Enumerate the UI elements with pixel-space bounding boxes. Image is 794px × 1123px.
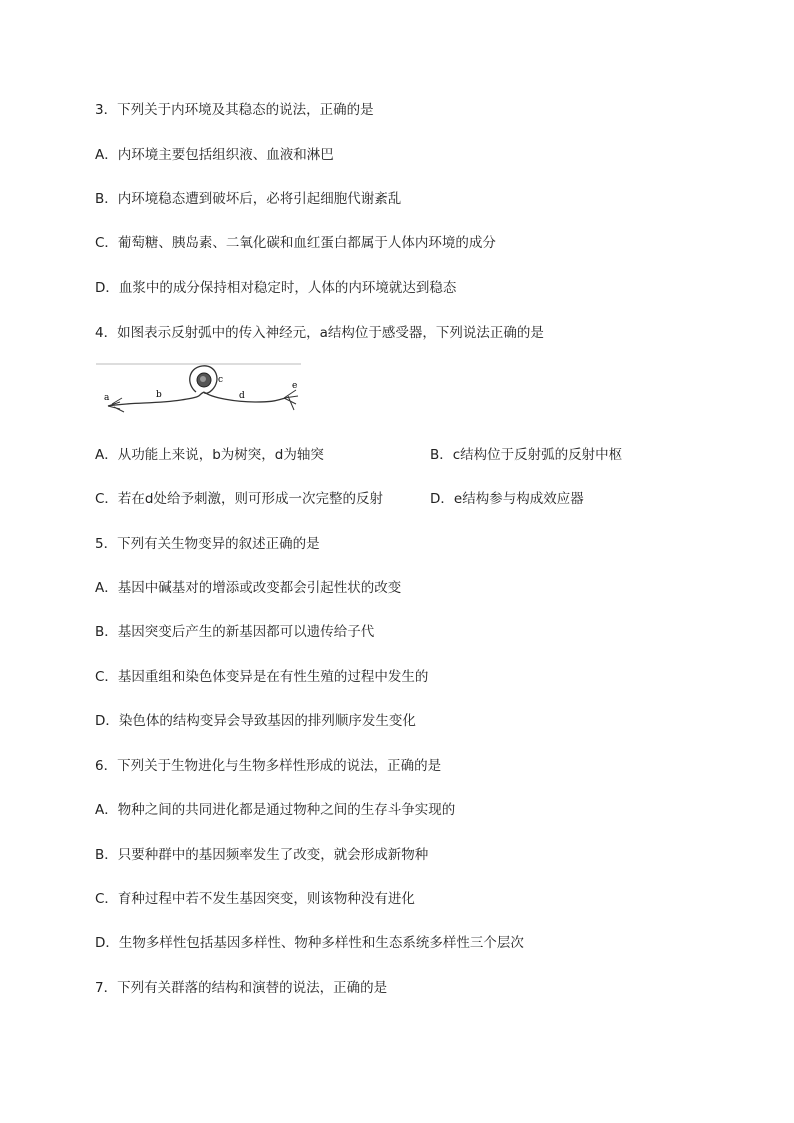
label-d: d <box>239 391 245 401</box>
terminal-branches-e <box>284 390 298 410</box>
q4-stem: 4．如图表示反射弧中的传入神经元，a结构位于感受器，下列说法正确的是 <box>95 325 544 341</box>
nucleolus <box>200 376 206 382</box>
q4-option-c: C．若在d处给予刺激，则可形成一次完整的反射 <box>95 491 383 507</box>
q6-stem: 6．下列关于生物进化与生物多样性形成的说法，正确的是 <box>95 758 442 774</box>
afferent-neuron-diagram <box>96 362 306 420</box>
q4-option-d: D．e结构参与构成效应器 <box>430 491 584 507</box>
q4-option-a: A．从功能上来说，b为树突，d为轴突 <box>95 447 324 463</box>
nerve-fiber-d <box>204 392 286 402</box>
q5-option-b: B．基因突变后产生的新基因都可以遗传给子代 <box>95 624 375 640</box>
label-c: c <box>218 375 224 385</box>
q7-stem: 7．下列有关群落的结构和演替的说法，正确的是 <box>95 980 388 996</box>
q3-option-d: D．血浆中的成分保持相对稳定时，人体的内环境就达到稳态 <box>95 280 457 296</box>
q3-option-c: C．葡萄糖、胰岛素、二氧化碳和血红蛋白都属于人体内环境的成分 <box>95 235 496 251</box>
q5-option-c: C．基因重组和染色体变异是在有性生殖的过程中发生的 <box>95 669 429 685</box>
q3-option-b: B．内环境稳态遭到破坏后，必将引起细胞代谢紊乱 <box>95 191 402 207</box>
q5-option-d: D．染色体的结构变异会导致基因的排列顺序发生变化 <box>95 713 416 729</box>
label-e: e <box>292 381 298 391</box>
q6-option-d: D．生物多样性包括基因多样性、物种多样性和生态系统多样性三个层次 <box>95 935 524 951</box>
label-b: b <box>156 390 162 400</box>
q5-stem: 5．下列有关生物变异的叙述正确的是 <box>95 536 320 552</box>
q5-option-a: A．基因中碱基对的增添或改变都会引起性状的改变 <box>95 580 402 596</box>
label-a: a <box>104 393 110 403</box>
q6-option-c: C．育种过程中若不发生基因突变，则该物种没有进化 <box>95 891 415 907</box>
q3-option-a: A．内环境主要包括组织液、血液和淋巴 <box>95 147 334 163</box>
q4-option-b: B．c结构位于反射弧的反射中枢 <box>430 447 623 463</box>
q6-option-a: A．物种之间的共同进化都是通过物种之间的生存斗争实现的 <box>95 802 456 818</box>
q6-option-b: B．只要种群中的基因频率发生了改变，就会形成新物种 <box>95 847 429 863</box>
q3-stem: 3．下列关于内环境及其稳态的说法，正确的是 <box>95 102 374 118</box>
